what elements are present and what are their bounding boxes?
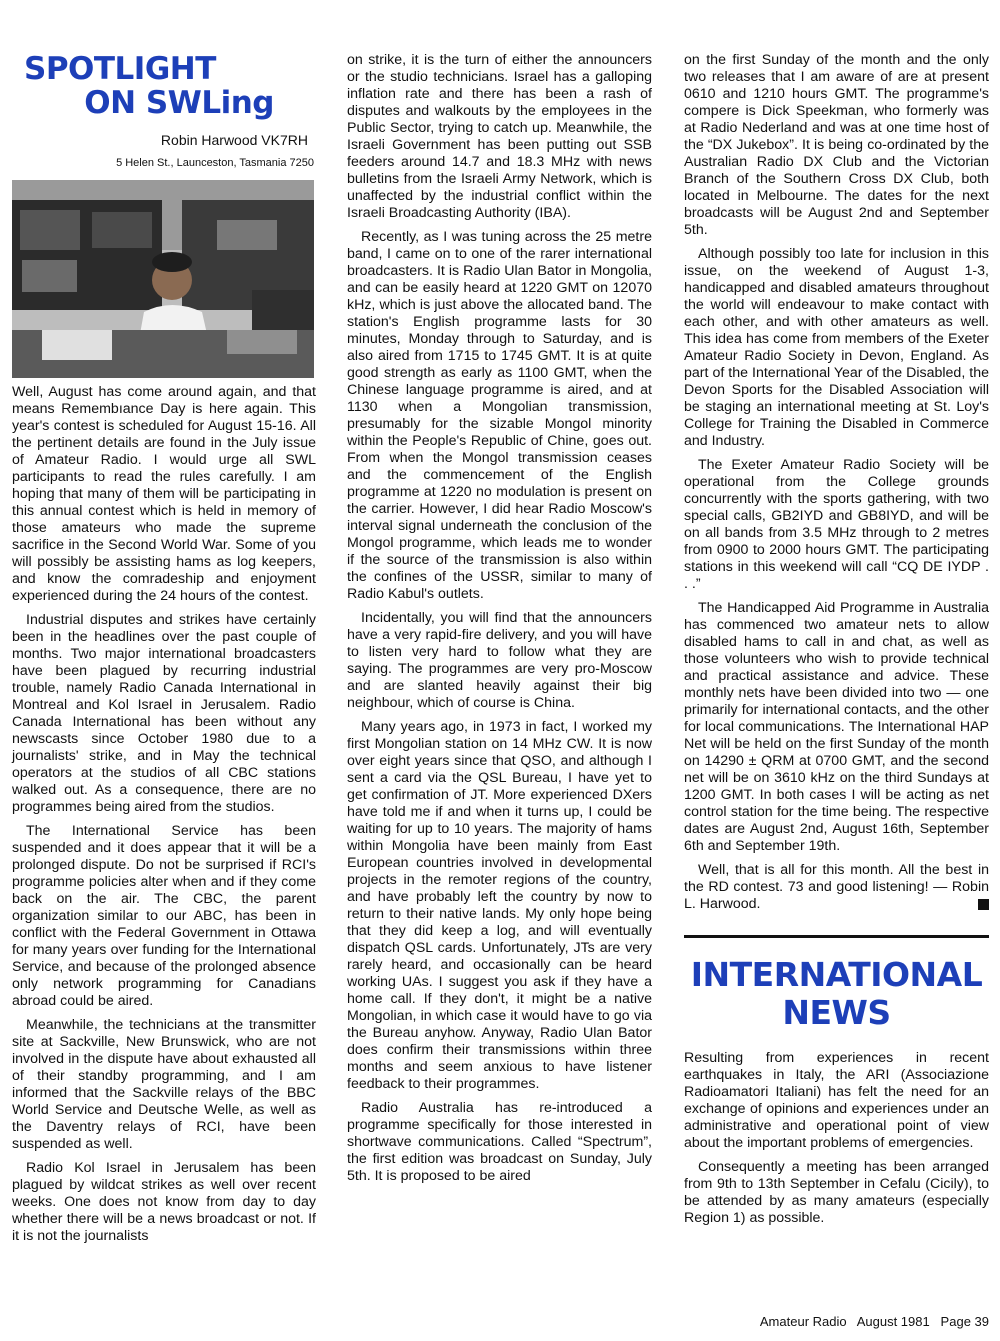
article-title	[12, 52, 316, 120]
news-title-line-1: INTERNATIONAL	[690, 955, 983, 994]
news-title	[684, 956, 989, 1032]
end-of-article-mark	[978, 899, 989, 910]
col3-closing-paragraph	[684, 862, 989, 913]
col2-paragraph: Many years ago, in 1973 in fact, I worked my first Mongolian station on 14 MHz CW. It is now over eight years since that QSO, and although I sent a card via the QSL Bureau, I have yet to get confirmation of JT. More experienced DXers have told me if and when it turns up, I could be waiting for up to 10 years. The majority of hams within Mongolia have been mainly from East European countries involved in developmental projects in the remoter regions of the country, and have probably left the country by now to return to their native lands. My only hope being that they did keep a log, and will eventually dispatch QSL cards. Unfortunately, JTs are very rarely heard, and occasionally can be heard working UAs. I suggest you ask if they have a home call. If they don't, it might be a native Mongolian, in which case it would have to go via the Bureau anyhow. Anyway, Radio Ulan Bator does confirm their transmissions within three months and seem anxious to have listener feedback to their programmes.	[347, 719, 652, 1092]
news-title-line-2: NEWS	[782, 993, 891, 1032]
col3-paragraph: The Exeter Amateur Radio Society will be operational from the College grounds concurrently with the sports gathering, with two special calls, GB2IYD and GB8IYD, and will be on all bands from 3.5 MHz through to 2 metres from 0900 to 2000 hours GMT. The participating stations in this weekend will call “CQ DE IYDP . . .”	[684, 457, 989, 592]
author-byline: Robin Harwood VK7RH	[160, 132, 308, 148]
col1-paragraph: Well, August has come around again, and that means Remembıance Day is here again. This year's contest is scheduled for August 15-16. All the pertinent details are found in the July issue of Amateur Radio. I would urge all SWL participants to read the rules carefully. I am hoping that many of them will be participating in this annual contest which is held in memory of those amateurs who made the supreme sacrifice in the Second World War. Some of you will possibly be assisting hams as log keepers, and know the comradeship and enjoyment experienced during the 24 hours of the contest.	[12, 384, 316, 604]
column-2	[347, 52, 652, 1192]
column-1	[12, 52, 316, 1252]
news-paragraph: Consequently a meeting has been arranged from 9th to 13th September in Cefalu (Cicily), to be attended by as many amateurs (especially Region 1) as possible.	[684, 1159, 989, 1226]
col2-paragraph: Radio Australia has re-introduced a programme specifically for those interested in shortwave communications. Called “Spectrum”, the first edition was broadcast on Sunday, July 5th. It is proposed to be aired	[347, 1100, 652, 1184]
col3-paragraph: Although possibly too late for inclusion in this issue, on the weekend of August 1-3, handicapped and disabled amateurs throughout the world will endeavour to make contact with each other, and with other amateurs as well. This idea has come from members of the Exeter Amateur Radio Society in Devon, England. As part of the International Year of the Disabled, the Devon Sports for the Disabled Association will be staging an international meeting at St. Loy's College for Training the Disabled in Commerce and Industry.	[684, 246, 989, 449]
col2-paragraph: Recently, as I was tuning across the 25 metre band, I came on to one of the rarer international broadcasters. It is Radio Ulan Bator in Mongolia, and can be easily heard at 1220 GMT on 12070 kHz, which is just above the allocated band. The station's English programme lasts for 30 minutes, Monday through to Saturday, and is also aired from 1715 to 1745 GMT. It is at quite good strength as early as 1100 GMT, when the Chinese language programme is aired, and at 1130 when a Mongolian transmission, presumably for the sizable Mongol minority within the People's Republic of Chine, goes out. From when the Mongol transmission ceases and the commencement of the English programme at 1220 no modulation is present on the carrier. However, I did hear Radio Moscow's interval signal underneath the conclusion of the Mongol programme, which leads me to wonder if the source of the transmission is also within the confines of the USSR, similar to many of Radio Kabul's outlets.	[347, 229, 652, 602]
col1-paragraph: Radio Kol Israel in Jerusalem has been plagued by wildcat strikes as well over recent weeks. One does not know from day to day whether there will be a news broadcast or not. If it is not the journalists	[12, 1160, 316, 1244]
col1-paragraph: Industrial disputes and strikes have certainly been in the headlines over the past couple of months. Two major international broadcasters have been plagued by recurring industrial trouble, namely Radio Canada International in Montreal and Kol Israel in Jerusalem. Radio Canada International has been without any newscasts since October 1980 due to a journalists' strike, and in May the technical operators at the studios of all CBC stations walked out. As a consequence, there are no programmes being aired from the studios.	[12, 612, 316, 815]
col2-paragraph: Incidentally, you will find that the announcers have a very rapid-fire delivery, and you will have to listen very hard to follow what they are saying. The programmes are very pro-Moscow and are slanted heavily against their big neighbour, which of course is China.	[347, 610, 652, 711]
col3-paragraph: The Handicapped Aid Programme in Australia has commenced two amateur nets to allow disabled hams to call in and chat, as well as those volunteers who wish to provide technical and practical assistance and advice. These monthly nets have been divided into two — one primarily for international contacts, and the other for local communications. The International HAP Net will be held on the first Sunday of the month on 14290 ± QRM at 0700 GMT, and the second net will be on 3610 kHz on the third Sundays at 1200 GMT. In both cases I will be acting as net control station for the time being. The respective dates are August 2nd, August 16th, September 6th and September 19th.	[684, 600, 989, 854]
col1-paragraph: Meanwhile, the technicians at the transmitter site at Sackville, New Brunswick, who are not involved in the dispute have about exhausted all of their standby programming, and I am informed that the Sackville relays of the BBC World Service and Deutsche Welle, as well as the Daventry relays of RCI, have been suspended as well.	[12, 1017, 316, 1152]
news-paragraph: Resulting from experiences in recent earthquakes in Italy, the ARI (Associazione Radioamatori Italiani) has felt the need for an exchange of opinions and experiences under an administrative and operational point of view about the important problems of emergencies.	[684, 1050, 989, 1151]
column-3	[684, 52, 989, 1234]
col3-paragraph: on the first Sunday of the month and the only two releases that I am aware of are at present 0610 and 1210 hours GMT. The programme's compere is Dick Speekman, who formerly was at Radio Nederland and was at one time host of the “DX Jukebox”. It is being co-ordinated by the Australian Radio DX Club and the Victorian Branch of the Southern Cross DX Club, both located in Melbourne. The dates for the next broadcasts will be August 2nd and September 5th.	[684, 52, 989, 238]
title-line-2: ON SWLing	[84, 85, 274, 121]
col1-paragraph: The International Service has been suspended and it does appear that it will be a prolonged dispute. Do not be surprised if RCI's programme policies alter when and if they come back on the air. The CBC, the parent organization similar to our ABC, has been in conflict with the Federal Government in Ottawa for many years over funding for the International Service, and because of the prolonged absence only network programming for Canadians abroad could be aired.	[12, 823, 316, 1009]
closing-text: Well, that is all for this month. All the best in the RD contest. 73 and good listening! — Robin L. Harwood.	[684, 862, 989, 912]
title-line-1: SPOTLIGHT	[24, 51, 216, 87]
author-address: 5 Helen St., Launceston, Tasmania 7250	[116, 157, 314, 169]
page-footer: Amateur Radio August 1981 Page 39	[759, 1314, 989, 1329]
author-photo	[12, 180, 314, 378]
col2-paragraph: on strike, it is the turn of either the announcers or the studio technicians. Israel has a galloping inflation rate and there has been a rash of disputes and walkouts by the employees in the Public Sector, trying to catch up. Meanwhile, the Israeli Government has been putting out SSB feeders around 14.7 and 18.3 MHz with news bulletins from the Israeli Army Network, which is unaffected by the industrial conflict within the Israeli Broadcasting Authority (IBA).	[347, 52, 652, 221]
section-divider	[684, 935, 989, 938]
